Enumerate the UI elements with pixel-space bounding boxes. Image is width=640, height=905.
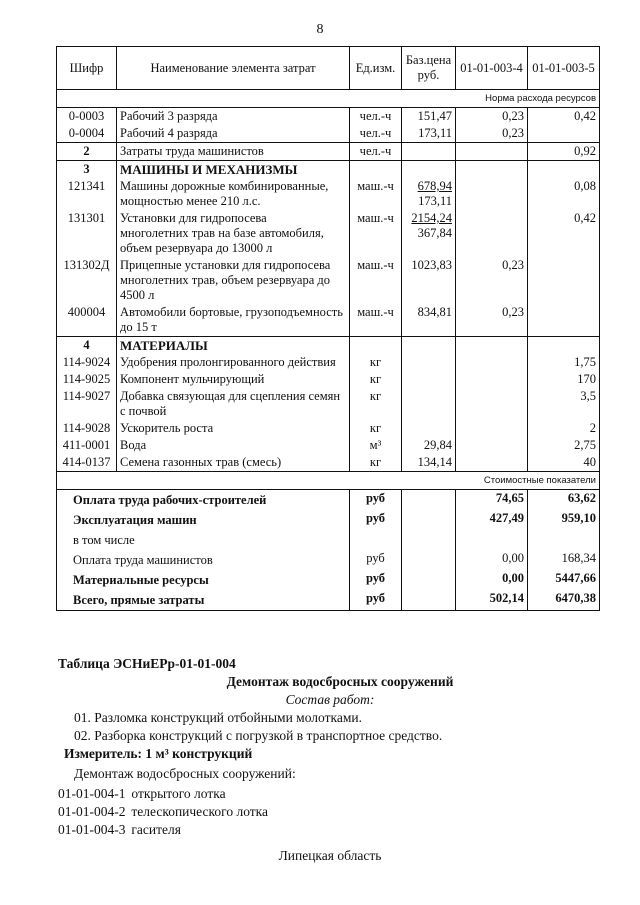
cell-line: 151,47 [417,109,452,123]
cell-name [117,371,350,388]
cell-code: 0-0004 [57,125,117,143]
cell-name [117,420,350,437]
cell-col1 [456,437,528,454]
cell-line: 1023,83 [411,258,452,272]
cell-line: Рабочий 3 разряда [120,109,218,123]
cell-line: Машины дорожные комбинированные, [120,179,329,193]
cell-col1 [456,420,528,437]
section-subtitle: Состав работ: [285,692,375,707]
total-name: Материальные ресурсы [57,570,350,590]
cell-line: 678,94 [417,179,452,193]
cell-line: 834,81 [417,305,452,319]
empty-cell [350,337,402,355]
header-col1: 01-01-003-4 [456,47,528,90]
header-code: Шифр [57,47,117,90]
cell-col2: 170 [528,371,600,388]
cell-unit: кг [350,454,402,472]
cell-line: 173,11 [418,126,452,140]
total-col2: 6470,38 [528,590,600,611]
cell-code: 114-9027 [57,388,117,420]
cell-price [402,257,456,304]
cell-line: 173,11 [418,194,452,208]
section-heading: МАТЕРИАЛЫ [117,337,350,355]
table-row [57,125,600,143]
norm-note-text: Норма расхода ресурсов [57,90,600,108]
cell-line: многолетних трав, объем резервуара до [120,273,330,287]
total-col2: 168,34 [528,550,600,570]
measure-unit: Измеритель: 1 м³ конструкций [64,746,253,761]
cell-col2: 0,42 [528,210,600,257]
header-unit: Ед.изм. [350,47,402,90]
cell-col2 [528,257,600,304]
empty-cell [402,510,456,530]
cell-col2 [528,304,600,337]
table-body [57,90,600,611]
total-col2 [528,530,600,550]
code-line [58,822,181,838]
cell-col1: 0,23 [456,304,528,337]
cell-price [402,304,456,337]
cell-code: 114-9028 [57,420,117,437]
work-item: 01. Разломка конструкций отбойными молотками. [74,710,362,725]
cell-price [402,454,456,472]
cell-name [117,437,350,454]
cell-unit: маш.-ч [350,178,402,210]
cell-line: Рабочий 4 разряда [120,126,218,140]
total-row [57,490,600,511]
section-number: 3 [57,161,117,179]
cell-line: 2154,24 [411,211,452,225]
cell-col1 [456,178,528,210]
empty-cell [456,161,528,179]
section-title: Демонтаж водосбросных сооружений [226,674,454,689]
total-row [57,590,600,611]
total-name: Оплата труда машинистов [57,550,350,570]
total-col2: 959,10 [528,510,600,530]
empty-cell [402,590,456,611]
cell-unit: чел.-ч [350,108,402,126]
cell-unit: чел.-ч [350,125,402,143]
cell-price [402,108,456,126]
cell-code: 131302Д [57,257,117,304]
total-col1: 0,00 [456,550,528,570]
cell-price [402,354,456,371]
section-number: 4 [57,337,117,355]
total-row [57,550,600,570]
code-id: 01-01-004-2 [58,804,126,819]
cost-note [57,472,600,490]
total-name: в том числе [57,530,350,550]
empty-cell [402,161,456,179]
cell-price [402,178,456,210]
cell-line: с почвой [120,404,167,418]
total-col1: 502,14 [456,590,528,611]
total-col1 [456,530,528,550]
cell-unit: маш.-ч [350,210,402,257]
code-name: открытого лотка [131,786,226,801]
table-row [57,420,600,437]
cell-name [117,304,350,337]
cell-price [402,437,456,454]
empty-cell [402,530,456,550]
cell-line: Автомобили бортовые, грузоподъемность [120,305,343,319]
code-name: гасителя [131,822,181,837]
code-id: 01-01-004-3 [58,822,126,837]
table-row [57,371,600,388]
table-row [57,454,600,472]
cell-code: 400004 [57,304,117,337]
work-item: 02. Разборка конструкций с погрузкой в транспортное средство. [74,728,443,743]
cell-price [402,143,456,161]
total-row [57,570,600,590]
cell-name [117,354,350,371]
cell-name [117,143,350,161]
cell-col1 [456,210,528,257]
cell-price [402,388,456,420]
table-row [57,437,600,454]
cell-line: Удобрения пролонгированного действия [120,355,336,369]
cell-code: 114-9024 [57,354,117,371]
table-row [57,143,600,161]
table-header-row [57,47,600,90]
cell-line: Компонент мульчирующий [120,372,265,386]
norm-note [57,90,600,108]
cell-price [402,371,456,388]
table-row [57,257,600,304]
total-name: Всего, прямые затраты [57,590,350,611]
cell-code: 131301 [57,210,117,257]
cell-name [117,210,350,257]
cell-line: 29,84 [423,438,452,452]
cell-line: Добавка связующая для сцепления семян [120,389,341,403]
cell-col1 [456,371,528,388]
section-row [57,337,600,355]
total-col1: 427,49 [456,510,528,530]
cell-unit: м³ [350,437,402,454]
empty-cell [350,161,402,179]
total-col2: 63,62 [528,490,600,511]
total-row [57,510,600,530]
cell-code: 2 [57,143,117,161]
header-price-line1: Баз.цена [405,53,452,67]
cell-code: 414-0137 [57,454,117,472]
cell-col1: 0,23 [456,257,528,304]
total-unit: руб [350,490,402,511]
cell-code: 121341 [57,178,117,210]
table-row [57,108,600,126]
cell-line: Затраты труда машинистов [120,144,264,158]
cell-line: мощностью менее 210 л.с. [120,194,261,208]
cell-col1 [456,454,528,472]
cell-line: Прицепные установки для гидропосева [120,258,331,272]
cell-code: 114-9025 [57,371,117,388]
cell-unit: маш.-ч [350,257,402,304]
code-id: 01-01-004-1 [58,786,126,801]
cell-unit: кг [350,388,402,420]
total-col2: 5447,66 [528,570,600,590]
cell-unit: кг [350,420,402,437]
header-price [402,47,456,90]
cell-name [117,125,350,143]
cell-col1 [456,354,528,371]
total-col1: 0,00 [456,570,528,590]
empty-cell [528,161,600,179]
total-name: Оплата труда рабочих-строителей [57,490,350,511]
header-col2: 01-01-003-5 [528,47,600,90]
cell-col2: 40 [528,454,600,472]
code-name: телескопического лотка [131,804,269,819]
cell-col2: 3,5 [528,388,600,420]
cell-col1: 0,23 [456,108,528,126]
cell-col1: 0,23 [456,125,528,143]
cell-code: 411-0001 [57,437,117,454]
cell-line: Семена газонных трав (смесь) [120,455,282,469]
total-unit [350,530,402,550]
cell-name [117,108,350,126]
section-heading: МАШИНЫ И МЕХАНИЗМЫ [117,161,350,179]
cell-name [117,257,350,304]
footer-region: Липецкая область [278,848,382,863]
total-unit: руб [350,570,402,590]
cell-name [117,454,350,472]
cell-line: 4500 л [120,288,155,302]
section-row [57,161,600,179]
empty-cell [456,337,528,355]
demontage-heading: Демонтаж водосбросных сооружений: [74,766,296,781]
cost-table [56,46,600,611]
cell-unit: чел.-ч [350,143,402,161]
empty-cell [402,490,456,511]
table-row [57,354,600,371]
empty-cell [402,337,456,355]
cell-unit: маш.-ч [350,304,402,337]
cell-price [402,210,456,257]
cell-price [402,125,456,143]
total-unit: руб [350,590,402,611]
cell-name [117,388,350,420]
code-line [58,786,226,802]
table-row [57,304,600,337]
cell-line: 134,14 [417,455,452,469]
cell-line: Вода [120,438,147,452]
cell-col2: 2,75 [528,437,600,454]
cell-line: до 15 т [120,320,157,334]
total-row [57,530,600,550]
total-unit: руб [350,550,402,570]
total-col1: 74,65 [456,490,528,511]
table-label: Таблица ЭСНиЕРр-01-01-004 [58,656,236,671]
cell-col2: 2 [528,420,600,437]
cell-col2: 1,75 [528,354,600,371]
total-name: Эксплуатация машин [57,510,350,530]
cell-code: 0-0003 [57,108,117,126]
cell-line: Ускоритель роста [120,421,214,435]
cell-unit: кг [350,354,402,371]
cost-note-text: Стоимостные показатели [57,472,600,490]
header-price-line2: руб. [417,68,440,82]
table-row [57,210,600,257]
cell-col1 [456,143,528,161]
cell-col2: 0,42 [528,108,600,126]
cell-line: многолетних трав на базе автомобиля, [120,226,324,240]
empty-cell [402,550,456,570]
page-number: 8 [316,22,324,37]
cell-col2: 0,08 [528,178,600,210]
cell-line: Установки для гидропосева [120,211,267,225]
cell-line: объем резервуара до 13000 л [120,241,273,255]
cell-col2 [528,125,600,143]
table-row [57,388,600,420]
empty-cell [528,337,600,355]
cell-price [402,420,456,437]
code-line [58,804,268,820]
total-unit: руб [350,510,402,530]
empty-cell [402,570,456,590]
table-row [57,178,600,210]
header-name: Наименование элемента затрат [117,47,350,90]
cell-unit: кг [350,371,402,388]
cell-name [117,178,350,210]
cell-col2: 0,92 [528,143,600,161]
cell-col1 [456,388,528,420]
cell-line: 367,84 [417,226,452,240]
